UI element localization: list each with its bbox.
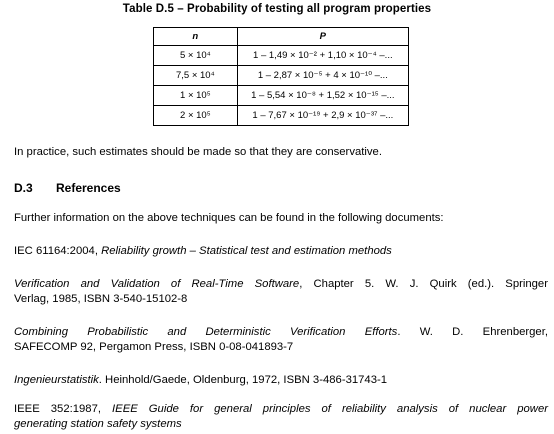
reference-details: , Chapter 5. W. J. Quirk (ed.). Springer	[299, 278, 548, 290]
reference-prefix: IEC 61164:2004,	[14, 245, 102, 257]
table-row	[154, 66, 409, 86]
cell-n: 7,5 × 10⁴	[154, 66, 238, 86]
cell-p: 1 – 7,67 × 10⁻¹⁹ + 2,9 × 10⁻³⁷ –...	[237, 106, 408, 126]
table-row	[154, 46, 409, 66]
cell-p: 1 – 2,87 × 10⁻⁵ + 4 × 10⁻¹⁰ –...	[237, 66, 408, 86]
section-heading	[14, 181, 121, 195]
reference-ehrenberger-line2: SAFECOMP 92, Pergamon Press, ISBN 0-08-041893-7	[14, 341, 294, 353]
table-header-row	[154, 28, 409, 46]
reference-ingenieurstatistik	[14, 373, 387, 389]
probability-table	[153, 27, 409, 126]
reference-title: Combining Probabilistic and Deterministic Verification Efforts	[14, 326, 398, 338]
reference-quirk-line1	[14, 277, 548, 293]
reference-title: IEEE Guide for general principles of reliability analysis of nuclear power	[112, 403, 548, 415]
cell-n: 2 × 10⁵	[154, 106, 238, 126]
cell-p: 1 – 1,49 × 10⁻² + 1,10 × 10⁻⁴ –...	[237, 46, 408, 66]
section-title: References	[56, 181, 121, 195]
reference-title: Reliability growth – Statistical test and estimation methods	[101, 245, 392, 257]
reference-details: . W. D. Ehrenberger,	[397, 326, 548, 338]
cell-n: 1 × 10⁵	[154, 86, 238, 106]
reference-prefix: IEEE 352:1987,	[14, 403, 113, 415]
reference-quirk-line2: Verlag, 1985, ISBN 3-540-15102-8	[14, 293, 188, 305]
column-header-p: P	[237, 28, 408, 46]
reference-title: Verification and Validation of Real-Time Software	[14, 278, 300, 290]
reference-details: . Heinhold/Gaede, Oldenburg, 1972, ISBN 3-486-31743-1	[98, 374, 388, 386]
reference-ieee-352-line2: generating station safety systems	[14, 418, 182, 430]
reference-ieee-352-line1	[14, 402, 548, 418]
table-row	[154, 106, 409, 126]
cell-p: 1 – 5,54 × 10⁻⁸ + 1,52 × 10⁻¹⁵ –...	[237, 86, 408, 106]
table-row	[154, 86, 409, 106]
table-caption: Table D.5 – Probability of testing all program properties	[122, 3, 432, 15]
reference-title: Ingenieurstatistik	[14, 374, 99, 386]
reference-iec-61164	[14, 244, 392, 260]
intro-paragraph: Further information on the above techniques can be found in the following documents:	[14, 212, 444, 224]
section-number: D.3	[14, 181, 33, 195]
cell-n: 5 × 10⁴	[154, 46, 238, 66]
conservative-paragraph: In practice, such estimates should be made so that they are conservative.	[14, 146, 382, 158]
reference-ehrenberger-line1	[14, 325, 548, 341]
column-header-n: n	[154, 28, 238, 46]
